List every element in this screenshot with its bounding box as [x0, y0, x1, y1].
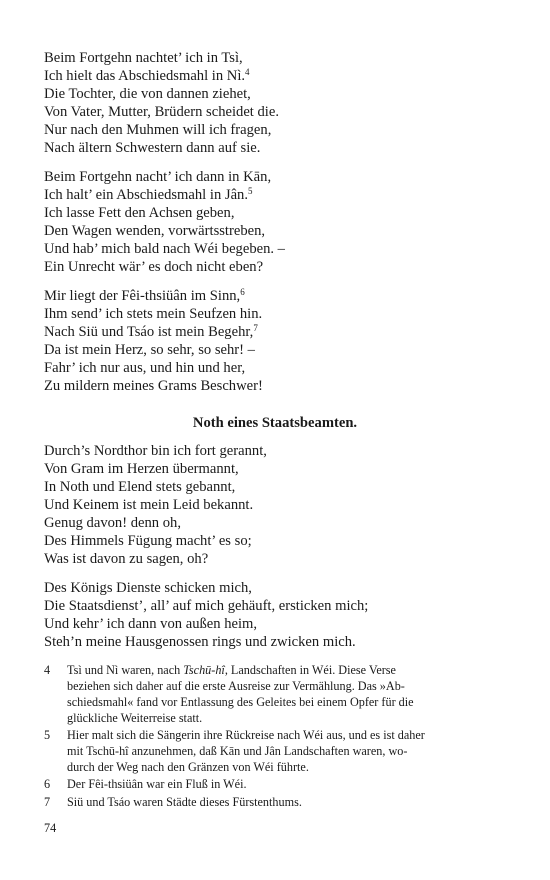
verse-line: Von Gram im Herzen übermannt,: [44, 461, 239, 477]
page-number: 74: [44, 821, 57, 835]
verse-line: Mir liegt der Fêi-thsiüân im Sinn,$^6$: [44, 287, 245, 304]
verse-line: Von Vater, Mutter, Brüdern scheidet die.: [44, 104, 279, 120]
verse-line: Nach Siü und Tsáo ist mein Begehr,$^7$: [44, 323, 258, 340]
verse-line: Fahr’ ich nur aus, und hin und her,: [44, 360, 246, 376]
footnote-6: [67, 776, 490, 792]
verse-line: Da ist mein Herz, so sehr, so sehr! –: [44, 342, 255, 358]
verse-line: Beim Fortgehn nacht’ ich dann in Kān,: [44, 169, 272, 185]
verse-line: Ich halt’ ein Abschiedsmahl in Jân.$^5$: [44, 186, 253, 203]
verse-line: Ich hielt das Abschiedsmahl in Nì.$^4$: [44, 67, 250, 84]
verse-line: Ein Unrecht wär’ es doch nicht eben?: [44, 259, 264, 275]
footnote-number: 4: [44, 663, 51, 677]
footnote-number: 7: [44, 795, 51, 809]
footnote-line: Hier malt sich die Sängerin ihre Rückreise nach Wéi aus, und es ist daher: [67, 728, 425, 742]
footnote-ref: 7: [253, 323, 258, 333]
verse-line: Was ist davon zu sagen, oh?: [44, 551, 209, 567]
footnote-line: Der Fêi-thsiüân war ein Fluß in Wéi.: [67, 777, 247, 791]
italic-name: Tschū-hî: [183, 663, 225, 677]
footnote-line: beziehen sich daher auf die erste Ausreise zur Vermählung. Das »Ab-: [67, 679, 405, 693]
footnote-line: Siü und Tsáo waren Städte dieses Fürstenthums.: [67, 795, 302, 809]
footnote-line: durch der Weg nach den Gränzen von Wéi führte.: [67, 760, 309, 774]
verse-line: Die Staatsdienst’, all’ auf mich gehäuft, ersticken mich;: [44, 598, 369, 614]
footnote-number: 6: [44, 777, 51, 791]
verse-line: Des Himmels Fügung macht’ es so;: [44, 533, 252, 549]
verse-line: Nur nach den Muhmen will ich fragen,: [44, 122, 272, 138]
poem-title: Noth eines Staatsbeamten.: [192, 415, 358, 431]
verse-line: Durch’s Nordthor bin ich fort gerannt,: [44, 443, 267, 459]
footnote-ref: 6: [240, 287, 245, 297]
verse-line: Ich lasse Fett den Achsen geben,: [44, 205, 235, 221]
footnote-line: Tsì und Nì waren, nach Tschū-hî, Landschaften in Wéi. Diese Verse: [67, 663, 396, 677]
footnote-line: mit Tschū-hî anzunehmen, daß Kān und Jân Landschaften waren, wo-: [67, 744, 408, 758]
verse-line: Zu mildern meines Grams Beschwer!: [44, 378, 263, 394]
verse-line: Und Keinem ist mein Leid bekannt.: [44, 497, 254, 513]
footnote-ref: 4: [245, 67, 250, 77]
verse-line: Den Wagen wenden, vorwärtsstreben,: [44, 223, 266, 239]
verse-line: Des Königs Dienste schicken mich,: [44, 580, 252, 596]
footnote-ref: 5: [248, 186, 253, 196]
verse-line: Steh’n meine Hausgenossen rings und zwicken mich.: [44, 634, 356, 650]
verse-line: Und hab’ mich bald nach Wéi begeben. –: [44, 241, 285, 257]
footnote-line: schiedsmahl« fand vor Entlassung des Geleites bei einem Opfer für die: [67, 695, 414, 709]
verse-line: Nach ältern Schwestern dann auf sie.: [44, 140, 261, 156]
footnote-line: glückliche Weiterreise statt.: [67, 711, 203, 725]
verse-line: Genug davon! denn oh,: [44, 515, 181, 531]
footnote-4: [67, 662, 490, 726]
verse-line: Beim Fortgehn nachtet’ ich in Tsì,: [44, 50, 243, 66]
verse-line: Die Tochter, die von dannen ziehet,: [44, 86, 251, 102]
verse-line: Ihm send’ ich stets mein Seufzen hin.: [44, 306, 263, 322]
verse-line: Und kehr’ ich dann von außen heim,: [44, 616, 258, 632]
footnote-7: [67, 794, 490, 810]
verse-line: In Noth und Elend stets gebannt,: [44, 479, 236, 495]
footnote-number: 5: [44, 728, 51, 742]
footnote-5: [67, 727, 490, 775]
